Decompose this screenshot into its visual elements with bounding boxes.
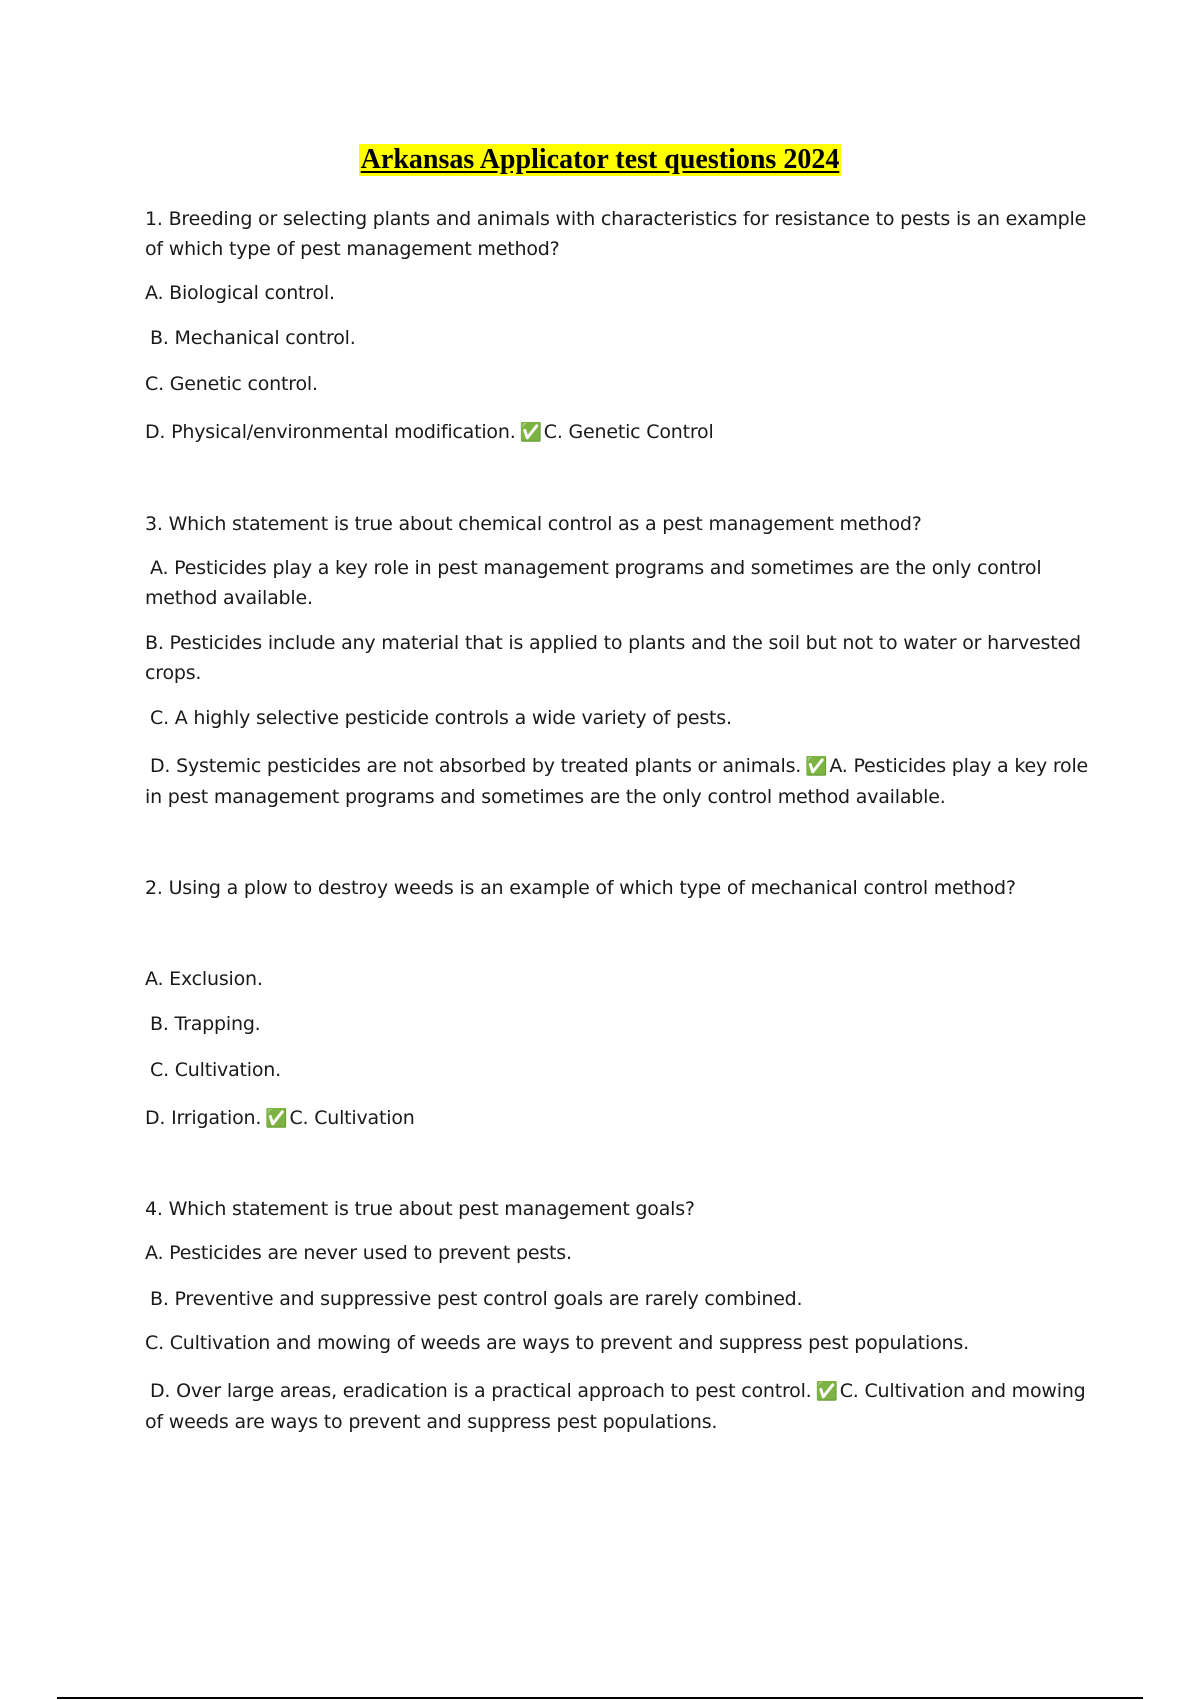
question-3-option-d-with-answer xyxy=(145,751,1090,812)
question-4-option-a: A. Pesticides are never used to prevent pests. xyxy=(145,1242,572,1264)
question-4-stem: 4. Which statement is true about pest management goals? xyxy=(145,1198,695,1220)
question-2-stem: 2. Using a plow to destroy weeds is an example of which type of mechanical control method? xyxy=(145,877,1016,899)
document-title: Arkansas Applicator test questions 2024 xyxy=(360,144,840,175)
question-1-option-b: B. Mechanical control. xyxy=(150,327,356,349)
question-1-stem: 1. Breeding or selecting plants and animals with characteristics for resistance to pests is an example of which type of pest management method? xyxy=(145,208,1087,260)
question-3-answer: A. Pesticides play a key role in pest management programs and sometimes are the only control method available. xyxy=(145,755,1089,808)
question-2-option-b: B. Trapping. xyxy=(150,1013,261,1035)
question-2-answer: C. Cultivation xyxy=(289,1107,415,1129)
question-3-option-c: C. A highly selective pesticide controls a wide variety of pests. xyxy=(150,707,732,729)
question-4-option-d-with-answer xyxy=(145,1376,1090,1437)
question-1-option-d: D. Physical/environmental modification. xyxy=(145,421,516,443)
question-4-option-d: D. Over large areas, eradication is a practical approach to pest control. xyxy=(150,1380,812,1402)
question-2-option-a: A. Exclusion. xyxy=(145,968,263,990)
question-3-option-a: A. Pesticides play a key role in pest management programs and sometimes are the only control method available. xyxy=(145,557,1042,609)
check-icon: ✅ xyxy=(805,756,828,777)
check-icon: ✅ xyxy=(815,1381,838,1402)
question-1-answer: C. Genetic Control xyxy=(543,421,714,443)
question-1-option-a: A. Biological control. xyxy=(145,282,335,304)
check-icon: ✅ xyxy=(265,1108,288,1129)
question-1-option-d-with-answer xyxy=(145,417,1090,448)
question-4-option-b: B. Preventive and suppressive pest control goals are rarely combined. xyxy=(150,1288,803,1310)
question-1-option-c: C. Genetic control. xyxy=(145,373,318,395)
question-4-option-c: C. Cultivation and mowing of weeds are ways to prevent and suppress pest populations. xyxy=(145,1332,969,1354)
check-icon: ✅ xyxy=(519,422,542,443)
footer-divider xyxy=(57,1697,1143,1699)
question-3-stem: 3. Which statement is true about chemical control as a pest management method? xyxy=(145,513,922,535)
question-4-answer: C. Cultivation and mowing of weeds are ways to prevent and suppress pest populations. xyxy=(145,1380,1086,1433)
question-2-option-d: D. Irrigation. xyxy=(145,1107,262,1129)
question-3-option-b: B. Pesticides include any material that is applied to plants and the soil but not to water or harvested crops. xyxy=(145,632,1081,684)
question-2-option-d-with-answer xyxy=(145,1103,1090,1134)
title-block xyxy=(0,144,1200,176)
question-3-option-d: D. Systemic pesticides are not absorbed by treated plants or animals. xyxy=(150,755,802,777)
question-2-option-c: C. Cultivation. xyxy=(150,1059,281,1081)
